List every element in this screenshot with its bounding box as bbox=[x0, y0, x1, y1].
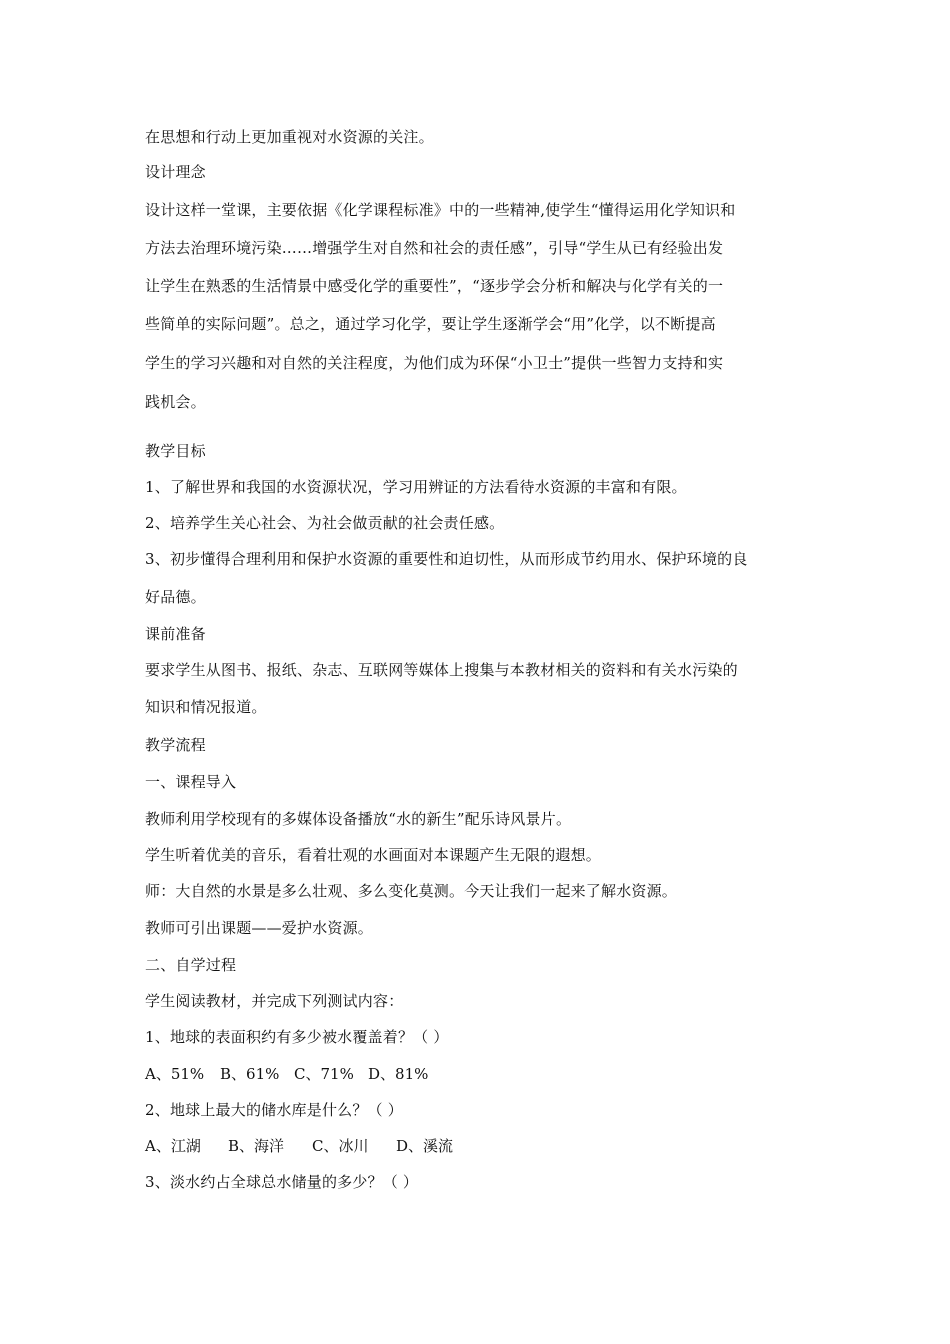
text-line-8: 践机会。 bbox=[145, 393, 206, 411]
goal-item-2: 2、培养学生关心社会、为社会做贡献的社会责任感。 bbox=[145, 514, 505, 532]
intro-text-1: 教师利用学校现有的多媒体设备播放“水的新生”配乐诗风景片。 bbox=[145, 810, 572, 828]
q2-option-b: B、海洋 bbox=[228, 1137, 285, 1155]
q2-option-c: C、冰川 bbox=[312, 1137, 369, 1155]
q1-option-c: C、71% bbox=[294, 1065, 354, 1083]
text-line-1: 在思想和行动上更加重视对水资源的关注。 bbox=[145, 128, 434, 146]
heading-design-concept: 设计理念 bbox=[145, 163, 206, 181]
intro-text-3: 师：大自然的水景是多么壮观、多么变化莫测。今天让我们一起来了解水资源。 bbox=[145, 882, 678, 900]
heading-teaching-goals: 教学目标 bbox=[145, 442, 206, 460]
text-line-4: 方法去治理环境污染……增强学生对自然和社会的责任感”，引导“学生从已有经验出发 bbox=[145, 239, 724, 257]
text-line-6: 些简单的实际问题”。总之，通过学习化学，要让学生逐渐学会“用”化学，以不断提高 bbox=[145, 315, 716, 333]
prep-text-1: 要求学生从图书、报纸、杂志、互联网等媒体上搜集与本教材相关的资料和有关水污染的 bbox=[145, 661, 738, 679]
goal-item-3-cont: 好品德。 bbox=[145, 588, 206, 606]
question-3: 3、淡水约占全球总水储量的多少？（ ） bbox=[145, 1173, 419, 1191]
q1-option-a: A、51% bbox=[145, 1065, 205, 1083]
self-study-text: 学生阅读教材，并完成下列测试内容： bbox=[145, 992, 404, 1010]
text-line-3: 设计这样一堂课，主要依据《化学课程标准》中的一些精神,使学生“懂得运用化学知识和 bbox=[145, 201, 736, 219]
q1-option-b: B、61% bbox=[220, 1065, 280, 1083]
goal-item-1: 1、了解世界和我国的水资源状况，学习用辨证的方法看待水资源的丰富和有限。 bbox=[145, 478, 687, 496]
section-intro: 一、课程导入 bbox=[145, 773, 237, 791]
heading-teaching-flow: 教学流程 bbox=[145, 736, 206, 754]
text-line-7: 学生的学习兴趣和对自然的关注程度，为他们成为环保“小卫士”提供一些智力支持和实 bbox=[145, 354, 724, 372]
q1-option-d: D、81% bbox=[368, 1065, 429, 1083]
question-1: 1、地球的表面积约有多少被水覆盖着？（ ） bbox=[145, 1028, 449, 1046]
q2-option-a: A、江湖 bbox=[145, 1137, 201, 1155]
goal-item-3: 3、初步懂得合理利用和保护水资源的重要性和迫切性，从而形成节约用水、保护环境的良 bbox=[145, 550, 748, 568]
intro-text-4: 教师可引出课题——爱护水资源。 bbox=[145, 919, 374, 937]
prep-text-2: 知识和情况报道。 bbox=[145, 698, 267, 716]
question-2: 2、地球上最大的储水库是什么？（ ） bbox=[145, 1101, 403, 1119]
intro-text-2: 学生听着优美的音乐，看着壮观的水画面对本课题产生无限的遐想。 bbox=[145, 846, 602, 864]
section-self-study: 二、自学过程 bbox=[145, 956, 237, 974]
text-line-5: 让学生在熟悉的生活情景中感受化学的重要性”，“逐步学会分析和解决与化学有关的一 bbox=[145, 277, 724, 295]
q2-option-d: D、溪流 bbox=[396, 1137, 454, 1155]
heading-preparation: 课前准备 bbox=[145, 625, 206, 643]
